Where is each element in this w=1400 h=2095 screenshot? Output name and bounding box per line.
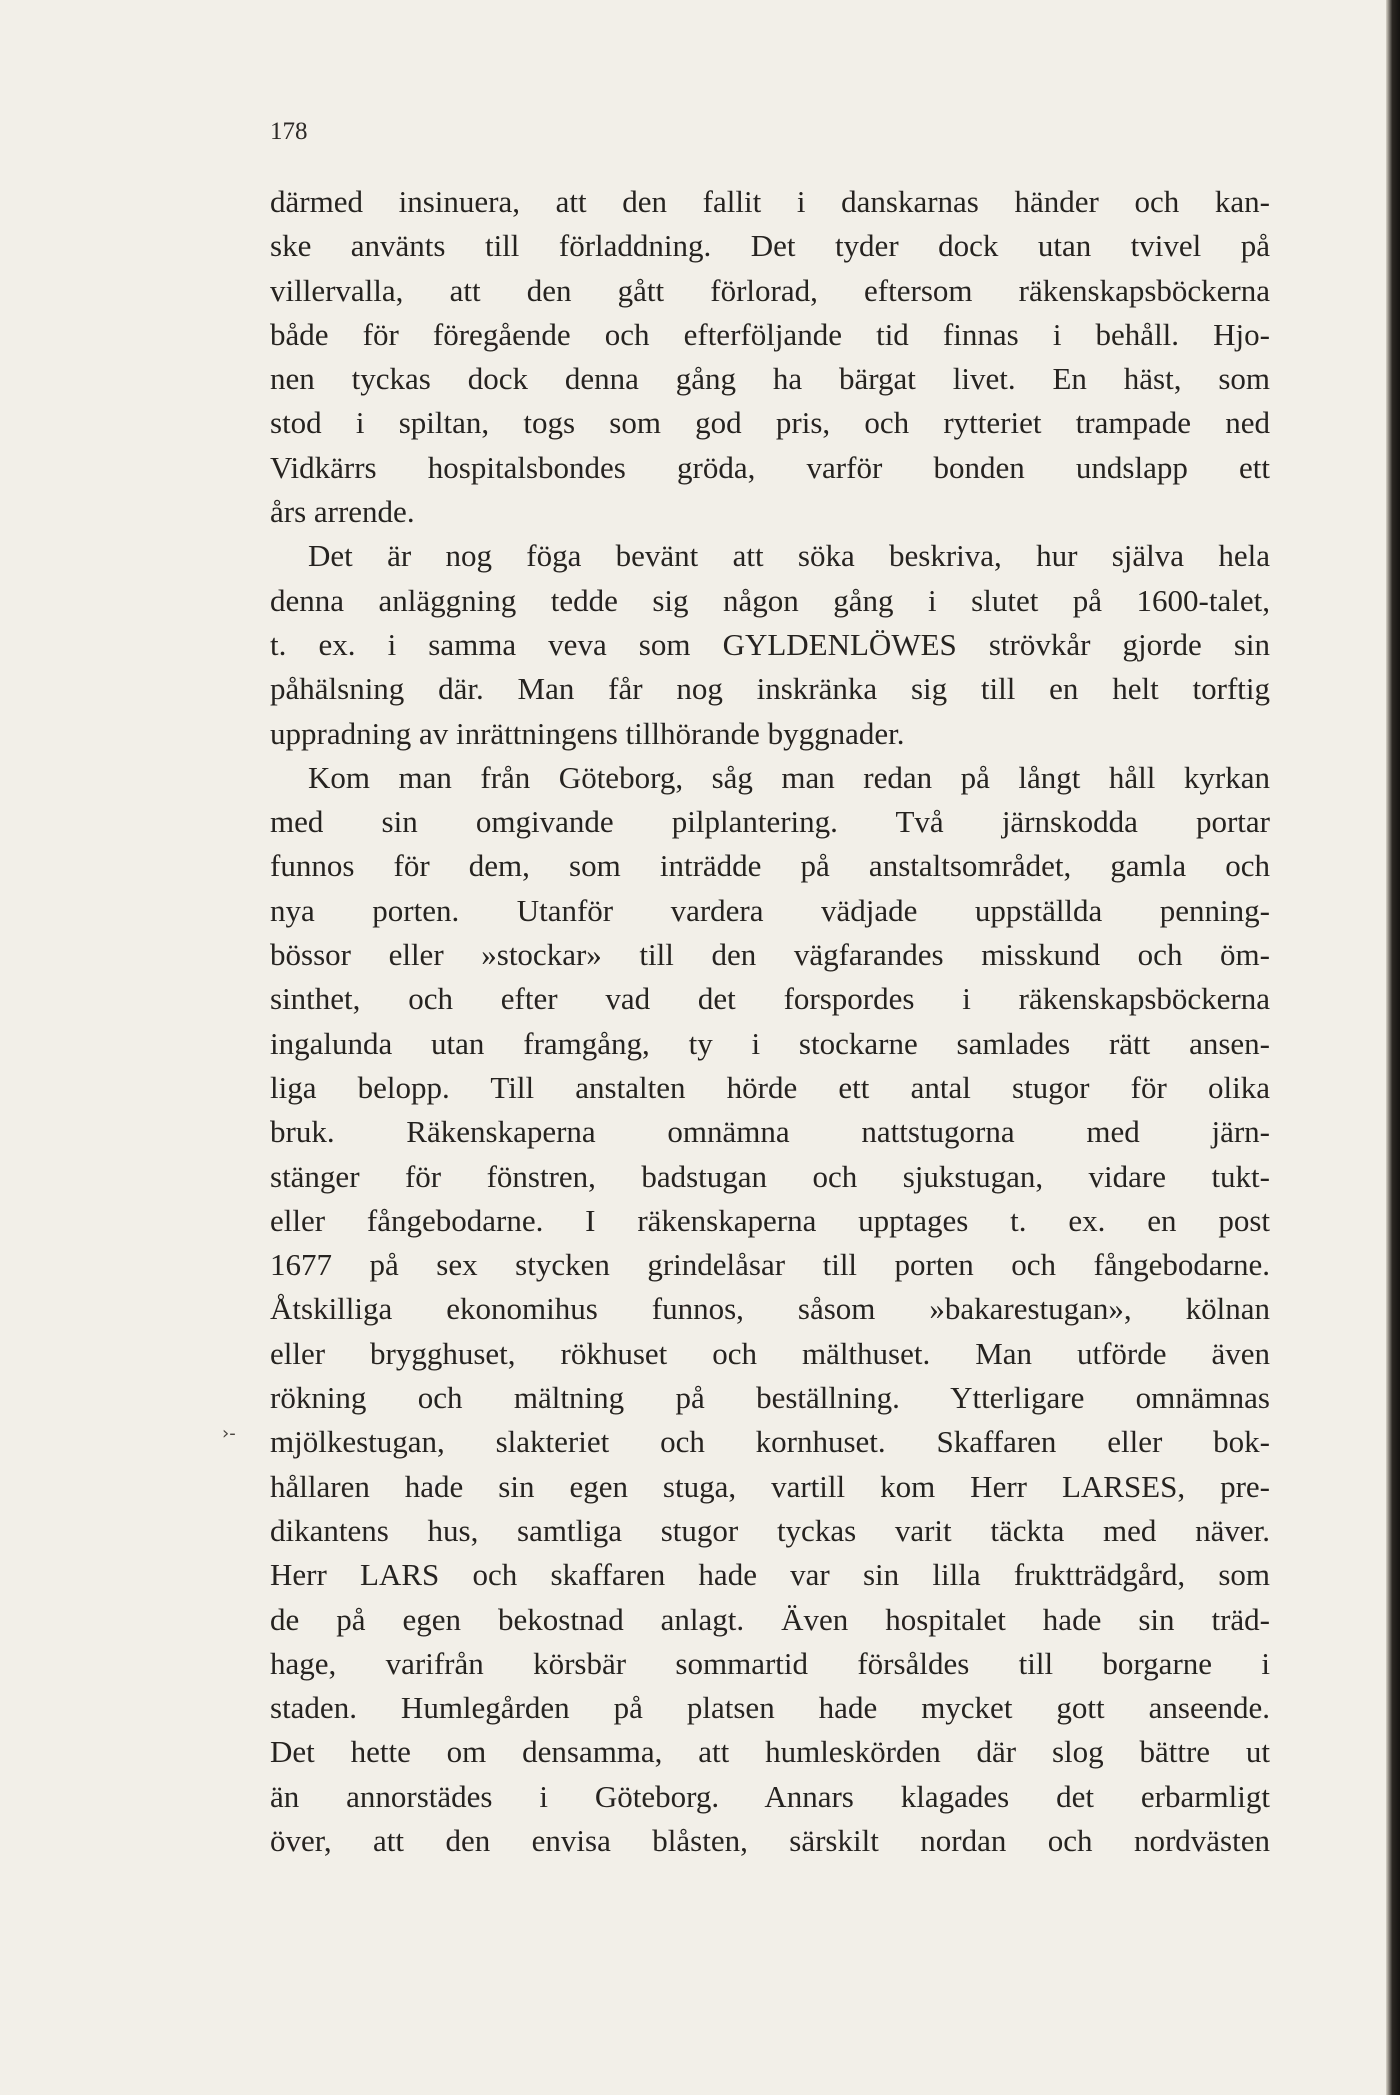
text-line: Det hette om densamma, att humleskörden där slog bättre ut [270,1734,1270,1770]
text-line: ske använts till förladdning. Det tyder dock utan tvivel på [270,228,1270,264]
text-line: både för föregående och efterföljande tid finnas i behåll. Hjo- [270,316,1270,352]
text-line: de på egen bekostnad anlagt. Även hospitalet hade sin träd- [270,1601,1270,1637]
text-line: denna anläggning tedde sig någon gång i slutet på 1600-talet, [270,582,1270,618]
text-line: Vidkärrs hospitalsbondes gröda, varför bonden undslapp ett [270,449,1270,485]
text-line: hage, varifrån körsbär sommartid försåldes till borgarne i [270,1645,1270,1681]
text-line: sinthet, och efter vad det forspordes i räkenskapsböckerna [270,981,1270,1017]
text-line: Åtskilliga ekonomihus funnos, såsom »bakarestugan», kölnan [270,1291,1270,1327]
text-line: nya porten. Utanför vardera vädjade uppställda penning- [270,892,1270,928]
text-line: staden. Humlegården på platsen hade mycket gott anseende. [270,1690,1270,1726]
text-line: funnos för dem, som inträdde på anstaltsområdet, gamla och [270,848,1270,884]
text-line: uppradning av inrättningens tillhörande byggnader. [270,715,905,751]
page-number: 178 [270,118,308,145]
body-text [270,180,1270,1863]
binding-edge [1386,0,1400,2095]
text-line: nen tyckas dock denna gång ha bärgat livet. En häst, som [270,361,1270,397]
text-line: än annorstädes i Göteborg. Annars klagades det erbarmligt [270,1778,1270,1814]
text-line: Det är nog föga bevänt att söka beskriva, hur själva hela [308,538,1270,574]
text-line: ingalunda utan framgång, ty i stockarne samlades rätt ansen- [270,1025,1270,1061]
text-line: t. ex. i samma veva som GYLDENLÖWES strövkår gjorde sin [270,626,1270,662]
text-line: bössor eller »stockar» till den vägfarandes misskund och öm- [270,937,1270,973]
text-line: eller fångebodarne. I räkenskaperna upptages t. ex. en post [270,1202,1270,1238]
text-line: års arrende. [270,494,415,530]
text-line: hållaren hade sin egen stuga, vartill kom Herr LARSES, pre- [270,1468,1270,1504]
text-line: stänger för fönstren, badstugan och sjukstugan, vidare tukt- [270,1158,1270,1194]
text-line: därmed insinuera, att den fallit i danskarnas händer och kan- [270,184,1270,219]
text-line: eller brygghuset, rökhuset och mälthuset. Man utförde även [270,1335,1270,1371]
text-line: liga belopp. Till anstalten hörde ett antal stugor för olika [270,1069,1270,1105]
text-line: över, att den envisa blåsten, särskilt nordan och nordvästen [270,1822,1270,1858]
text-line: stod i spiltan, togs som god pris, och rytteriet trampade ned [270,405,1270,441]
text-line: 1677 på sex stycken grindelåsar till porten och fångebodarne. [270,1247,1270,1283]
text-line: mjölkestugan, slakteriet och kornhuset. Skaffaren eller bok- [270,1424,1270,1460]
text-line: villervalla, att den gått förlorad, eftersom räkenskapsböckerna [270,272,1270,308]
text-line: rökning och mältning på beställning. Ytterligare omnämnas [270,1380,1270,1416]
text-line: med sin omgivande pilplantering. Två järnskodda portar [270,804,1270,840]
text-line: påhälsning där. Man får nog inskränka sig till en helt torftig [270,671,1270,707]
text-line: dikantens hus, samtliga stugor tyckas varit täckta med näver. [270,1512,1270,1548]
text-line: bruk. Räkenskaperna omnämna nattstugorna med järn- [270,1114,1270,1150]
text-line: Herr LARS och skaffaren hade var sin lilla fruktträdgård, som [270,1557,1270,1593]
text-line: Kom man från Göteborg, såg man redan på långt håll kyrkan [308,759,1270,795]
margin-mark: ›- [222,1423,236,1444]
